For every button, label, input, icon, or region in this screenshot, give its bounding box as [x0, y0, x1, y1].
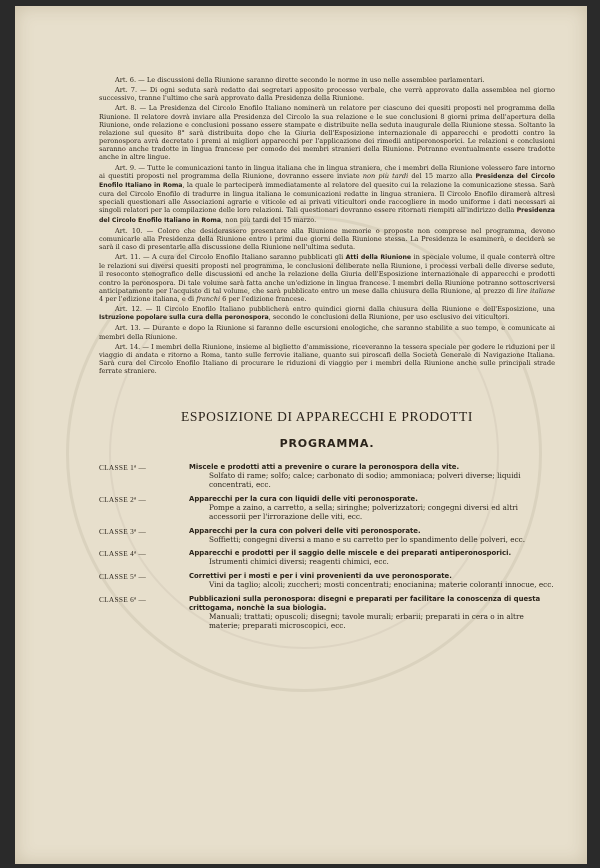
- class-description: Pompe a zaino, a carretto, a sella; siringhe; polverizzatori; congegni diversi ed altri accessorii per l'irrorazione delle viti, ecc.: [209, 502, 518, 521]
- class-entry: [99, 549, 555, 567]
- article-art8: [99, 104, 555, 161]
- exhibition-heading: ESPOSIZIONE DI APPARECCHI E PRODOTTI: [181, 409, 473, 425]
- article-art6: [99, 76, 555, 84]
- class-description: Solfato di rame; solfo; calce; carbonato di sodio; ammoniaca; polveri diverse; liquidi concentrati, ecc.: [209, 471, 521, 490]
- class-entry: [99, 463, 555, 490]
- article-text: Art. 9. — Tutte le comunicazioni tanto in lingua italiana che in lingua straniera, che i membri della Riunione volessero fare intorno ai questiti proposti nel programma della Riunione, dovranno essere inviate: [99, 163, 555, 180]
- bold-text: Atti della Riunione: [345, 254, 412, 262]
- class-entry: [99, 527, 555, 545]
- bold-text: Istruzione popolare sulla cura della peronospora: [99, 314, 269, 322]
- class-description: Soffietti; congegni diversi a mano e su carretto per lo spandimento delle polveri, ecc.: [209, 534, 526, 544]
- class-entry: [99, 595, 555, 631]
- article-text: , non più tardi del 15 marzo.: [221, 215, 317, 224]
- class-description: Vini da taglio; alcoli; zuccheri; mosti concentrati; enocianina; materie coloranti innocue, ecc.: [209, 580, 554, 590]
- class-entry: [99, 495, 555, 522]
- italic-text: non più tardi: [362, 171, 409, 180]
- article-text: Art. 12. — Il Circolo Enofilo Italiano pubblicherà entro quindici giorni dalla chiusura della Riunione e dell'Esposizione, una: [115, 305, 555, 314]
- class-title: Apparecchi per la cura con liquidi delle viti peronosporate.: [189, 494, 418, 503]
- article-art12: [99, 305, 555, 322]
- class-number: CLASSE 5ª —: [99, 572, 147, 582]
- articles-section: [99, 76, 555, 375]
- class-title: Apparecchi e prodotti per il saggio delle miscele e dei preparati antiperonosporici.: [189, 549, 512, 558]
- class-entry: [99, 572, 555, 590]
- article-art10: [99, 227, 555, 251]
- article-text: Art. 14. — I membri della Riunione, insieme al biglietto d'ammissione, riceveranno la tessera speciale per godere le riduzioni per il viaggio di andata e ritorno a Roma, tanto sulle ferrovie italiane, quanto sui piroscafi della Società Generale di Navigazione Italiana. Sarà cura del Circolo Enofilo Italiano di procurare le riduzioni di viaggio per i membri della Riunione anche sulle principali strade ferrate straniere.: [99, 342, 555, 376]
- class-title: Miscele e prodotti atti a prevenire o curare la peronospora della vite.: [189, 463, 460, 472]
- article-art14: [99, 343, 555, 376]
- article-text: 4 per l'edizione italiana, e di: [99, 294, 197, 303]
- article-art11: [99, 253, 555, 303]
- class-title: Pubblicazioni sulla peronospora: disegni e preparati per facilitare la conoscenza di questa crittogama, nonchè la sua biologia.: [189, 594, 541, 612]
- article-text: Art. 8. — La Presidenza del Circolo Enofilo Italiano nominerà un relatore per ciascuno dei quesiti proposti nel programma della Riunione. Il relatore dovrà inviare alla Presidenza del Circolo la sua relazione e le sue conclusioni 8 giorni prima dell'apertura della Riunione, onde relazione e conclusioni possano essere stampate e distribuite nella seduta inaugurale della Riunione stessa. Soltanto la relazione sul quesito 8° sarà distribuita dopo che la Giuria dell'Esposizione internazionale di apparecchi e prodotti contro la peronospora avrà decretato i premi ai migliori apparecchi per l'applicazione dei rimedii antiperonosporici. Le relazioni e conclusioni saranno anche tradotte in lingua francese per comodo dei membri stranieri della Riunione. Potranno eventualmente essere tradotte anche in altre lingue.: [99, 104, 555, 162]
- article-text: Art. 6. — Le discussioni della Riunione saranno dirette secondo le norme in uso nelle assemblee parlamentari.: [115, 76, 485, 84]
- article-text: , la quale le parteciperà immediatamente al relatore del quesito cui la relazione la comunicazione stessa. Sarà cura del Circolo Enofilo di tradurre in lingua italiana le comunicazioni redatte in lingua straniera. Il Circolo Enofilo diramerà altresì speciali questionari alle Associazioni agrarie e viticole ed ai privati viticultori onde raccogliere in modo uniforme i dati necessari ai singoli relatori per la compilazione delle loro relazioni. Tali questionari dovranno essere ritornati riempiti all'indirizzo della: [99, 180, 555, 215]
- classes-list: [99, 463, 555, 630]
- bold-text: Presidenza del Circolo Enofilo Italiano in Roma: [99, 172, 556, 189]
- class-description: Istrumenti chimici diversi; reagenti chimici, ecc.: [209, 557, 389, 567]
- article-art7: [99, 86, 555, 102]
- class-number: CLASSE 1ª —: [99, 463, 147, 473]
- class-number: CLASSE 6ª —: [99, 594, 147, 604]
- page-content: [99, 76, 555, 635]
- article-text: Art. 13. — Durante e dopo la Riunione si faranno delle escursioni enologiche, che saranno stabilite a suo tempo, e comunicate ai membri della Riunione.: [99, 324, 555, 341]
- italic-text: lire italiane: [516, 286, 556, 295]
- article-text: , secondo le conclusioni della Riunione, per uso esclusivo dei viticultori.: [268, 313, 510, 322]
- class-title: Correttivi per i mosti e per i vini provenienti da uve peronosporate.: [189, 572, 452, 581]
- program-heading: PROGRAMMA.: [279, 437, 375, 451]
- document-page: [15, 6, 587, 864]
- class-number: CLASSE 3ª —: [99, 526, 147, 536]
- article-text: Art. 10. — Coloro che desiderassero presentare alla Riunione memorie o proposte non comprese nel programma, devono comunicarle alla Presidenza della Riunione entro i primi due giorni della Riunione stessa. La Presidenza le esaminerà, e deciderà se sarà il caso di presentarle alla discussione della Riunione nell'ultima seduta.: [99, 226, 555, 251]
- article-art13: [99, 324, 555, 340]
- class-header: [99, 595, 555, 613]
- article-art9: [99, 164, 555, 225]
- article-text: del 15 marzo alla: [408, 171, 476, 180]
- article-text: Art. 11. — A cura del Circolo Enofilo Italiano saranno pubblicati gli: [115, 253, 346, 262]
- class-title: Apparecchi per la cura con polveri delle viti peronosporate.: [189, 526, 421, 535]
- bold-text: Presidenza del Circolo Enofilo Italiano in Roma: [99, 207, 555, 224]
- article-text: Art. 7. — Di ogni seduta sarà redatto dai segretari apposito processo verbale, che verrà approvato dalla assemblea nel giorno successivo, tranne l'ultimo che sarà approvato dalla Presidenza della Riunione.: [99, 86, 555, 103]
- class-number: CLASSE 2ª —: [99, 494, 147, 504]
- class-description: Manuali; trattati; opuscoli; disegni; tavole murali; erbarii; preparati in cera o in altre materie; preparati microscopici, ecc.: [209, 611, 524, 630]
- class-number: CLASSE 4ª —: [99, 549, 147, 559]
- article-text: in speciale volume, il quale conterrà oltre le relazioni sui diversi quesiti proposti nel programma, le conclusioni deliberate nella Riunione, i processi verbali delle diverse sedute, il resoconto stenografico delle discussioni ed anche la relazione della Giuria dell'Esposizione internazionale di apparecchi e prodotti contro la peronospora. Di tale volume sarà fatta anche un'edizione in lingua francese. I membri della Riunione potranno sottoscriversi anticipatamente per l'acquisto di tal volume, che sarà pubblicato entro un mese dalla chiusura della Riunione, al prezzo di: [99, 253, 555, 295]
- article-text: 6 per l'edizione francese.: [220, 294, 307, 303]
- italic-text: franchi: [196, 294, 221, 303]
